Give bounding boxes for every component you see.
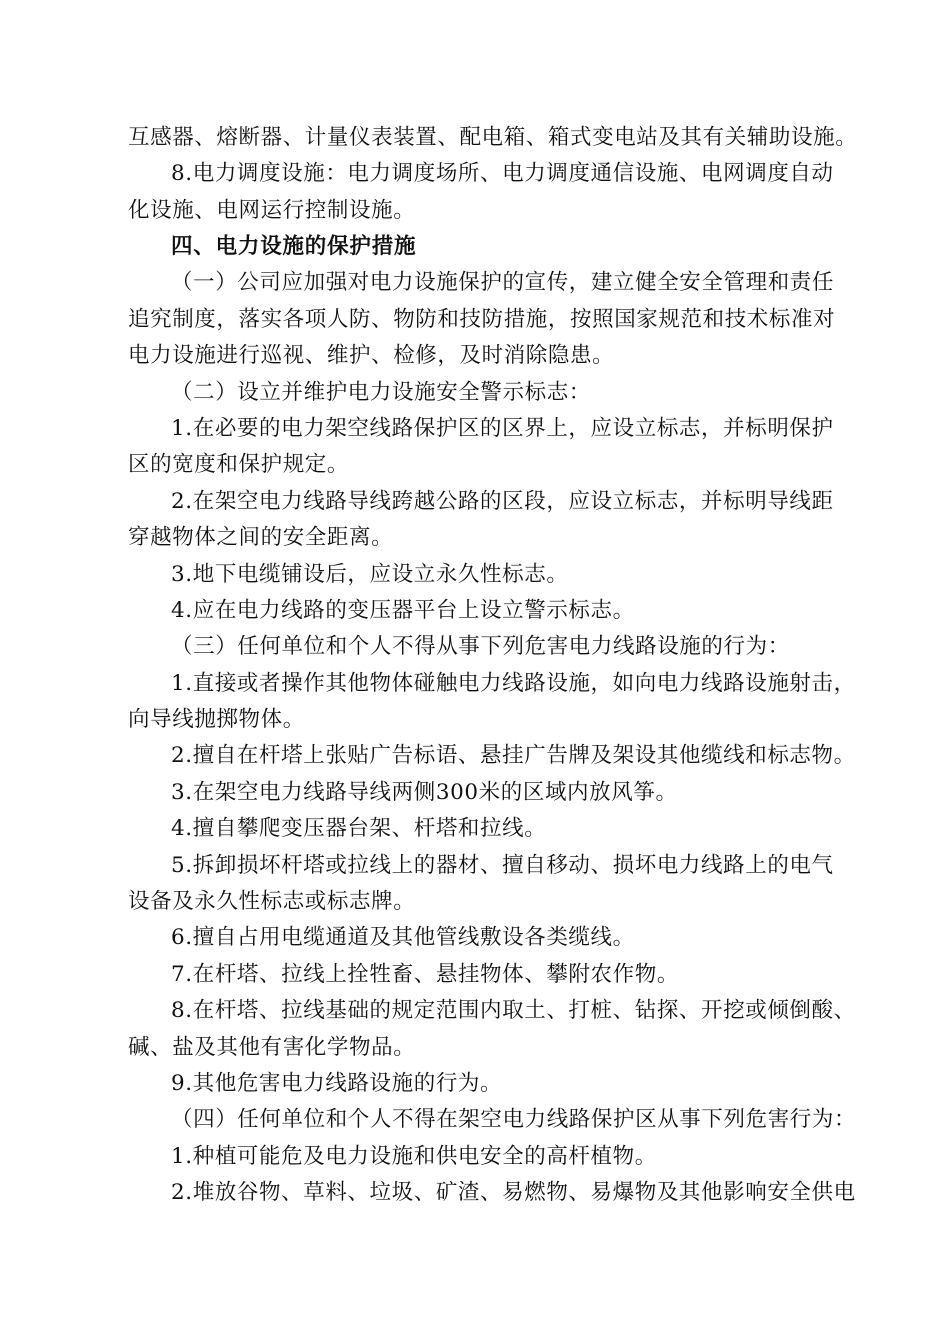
text-line: 1.在必要的电力架空线路保护区的区界上，应设立标志，并标明保护	[171, 416, 834, 441]
text-line: 区的宽度和保护规定。	[128, 452, 350, 477]
text-line: 向导线抛掷物体。	[128, 707, 305, 732]
text-line: （四）任何单位和个人不得在架空电力线路保护区从事下列危害行为：	[171, 1107, 857, 1132]
text-line: 8.在杆塔、拉线基础的规定范围内取土、打桩、钻探、开挖或倾倒酸、	[171, 998, 856, 1023]
text-line: （二）设立并维护电力设施安全警示标志：	[171, 380, 591, 405]
text-line: 7.在杆塔、拉线上拴牲畜、悬挂物体、攀附农作物。	[171, 962, 679, 987]
text-line: （三）任何单位和个人不得从事下列危害电力线路设施的行为：	[171, 634, 790, 659]
text-line: 3.在架空电力线路导线两侧300米的区域内放风筝。	[171, 780, 678, 805]
text-line: （一）公司应加强对电力设施保护的宣传，建立健全安全管理和责任	[171, 270, 835, 295]
text-line: 互感器、熔断器、计量仪表装置、配电箱、箱式变电站及其有关辅助设施。	[128, 125, 858, 150]
text-line: 追究制度，落实各项人防、物防和技防措施，按照国家规范和技术标准对	[128, 307, 836, 332]
text-line: 9.其他危害电力线路设施的行为。	[171, 1071, 503, 1096]
text-line: 2.在架空电力线路导线跨越公路的区段，应设立标志，并标明导线距	[171, 489, 834, 514]
text-line: 1.种植可能危及电力设施和供电安全的高杆植物。	[171, 1144, 657, 1169]
text-line: 4.应在电力线路的变压器平台上设立警示标志。	[171, 598, 635, 623]
text-line: 4.擅自攀爬变压器台架、杆塔和拉线。	[171, 816, 547, 841]
text-line: 电力设施进行巡视、维护、检修，及时消除隐患。	[128, 343, 615, 368]
text-line: 1.直接或者操作其他物体碰触电力线路设施，如向电力线路设施射击，	[171, 671, 856, 696]
text-line: 8.电力调度设施：电力调度场所、电力调度通信设施、电网调度自动	[171, 161, 834, 186]
text-line: 设备及永久性标志或标志牌。	[128, 889, 416, 914]
text-line: 化设施、电网运行控制设施。	[128, 198, 416, 223]
text-line: 2.堆放谷物、草料、垃圾、矿渣、易燃物、易爆物及其他影响安全供电	[171, 1180, 856, 1205]
text-line: 碱、盐及其他有害化学物品。	[128, 1035, 416, 1060]
text-line: 6.擅自占用电缆通道及其他管线敷设各类缆线。	[171, 925, 635, 950]
text-line: 3.地下电缆铺设后，应设立永久性标志。	[171, 562, 569, 587]
text-line: 5.拆卸损坏杆塔或拉线上的器材、擅自移动、损坏电力线路上的电气	[171, 853, 834, 878]
section-heading: 四、电力设施的保护措施	[171, 234, 417, 259]
text-line: 2.擅自在杆塔上张贴广告标语、悬挂广告牌及架设其他缆线和标志物。	[171, 743, 856, 768]
text-line: 穿越物体之间的安全距离。	[128, 525, 394, 550]
